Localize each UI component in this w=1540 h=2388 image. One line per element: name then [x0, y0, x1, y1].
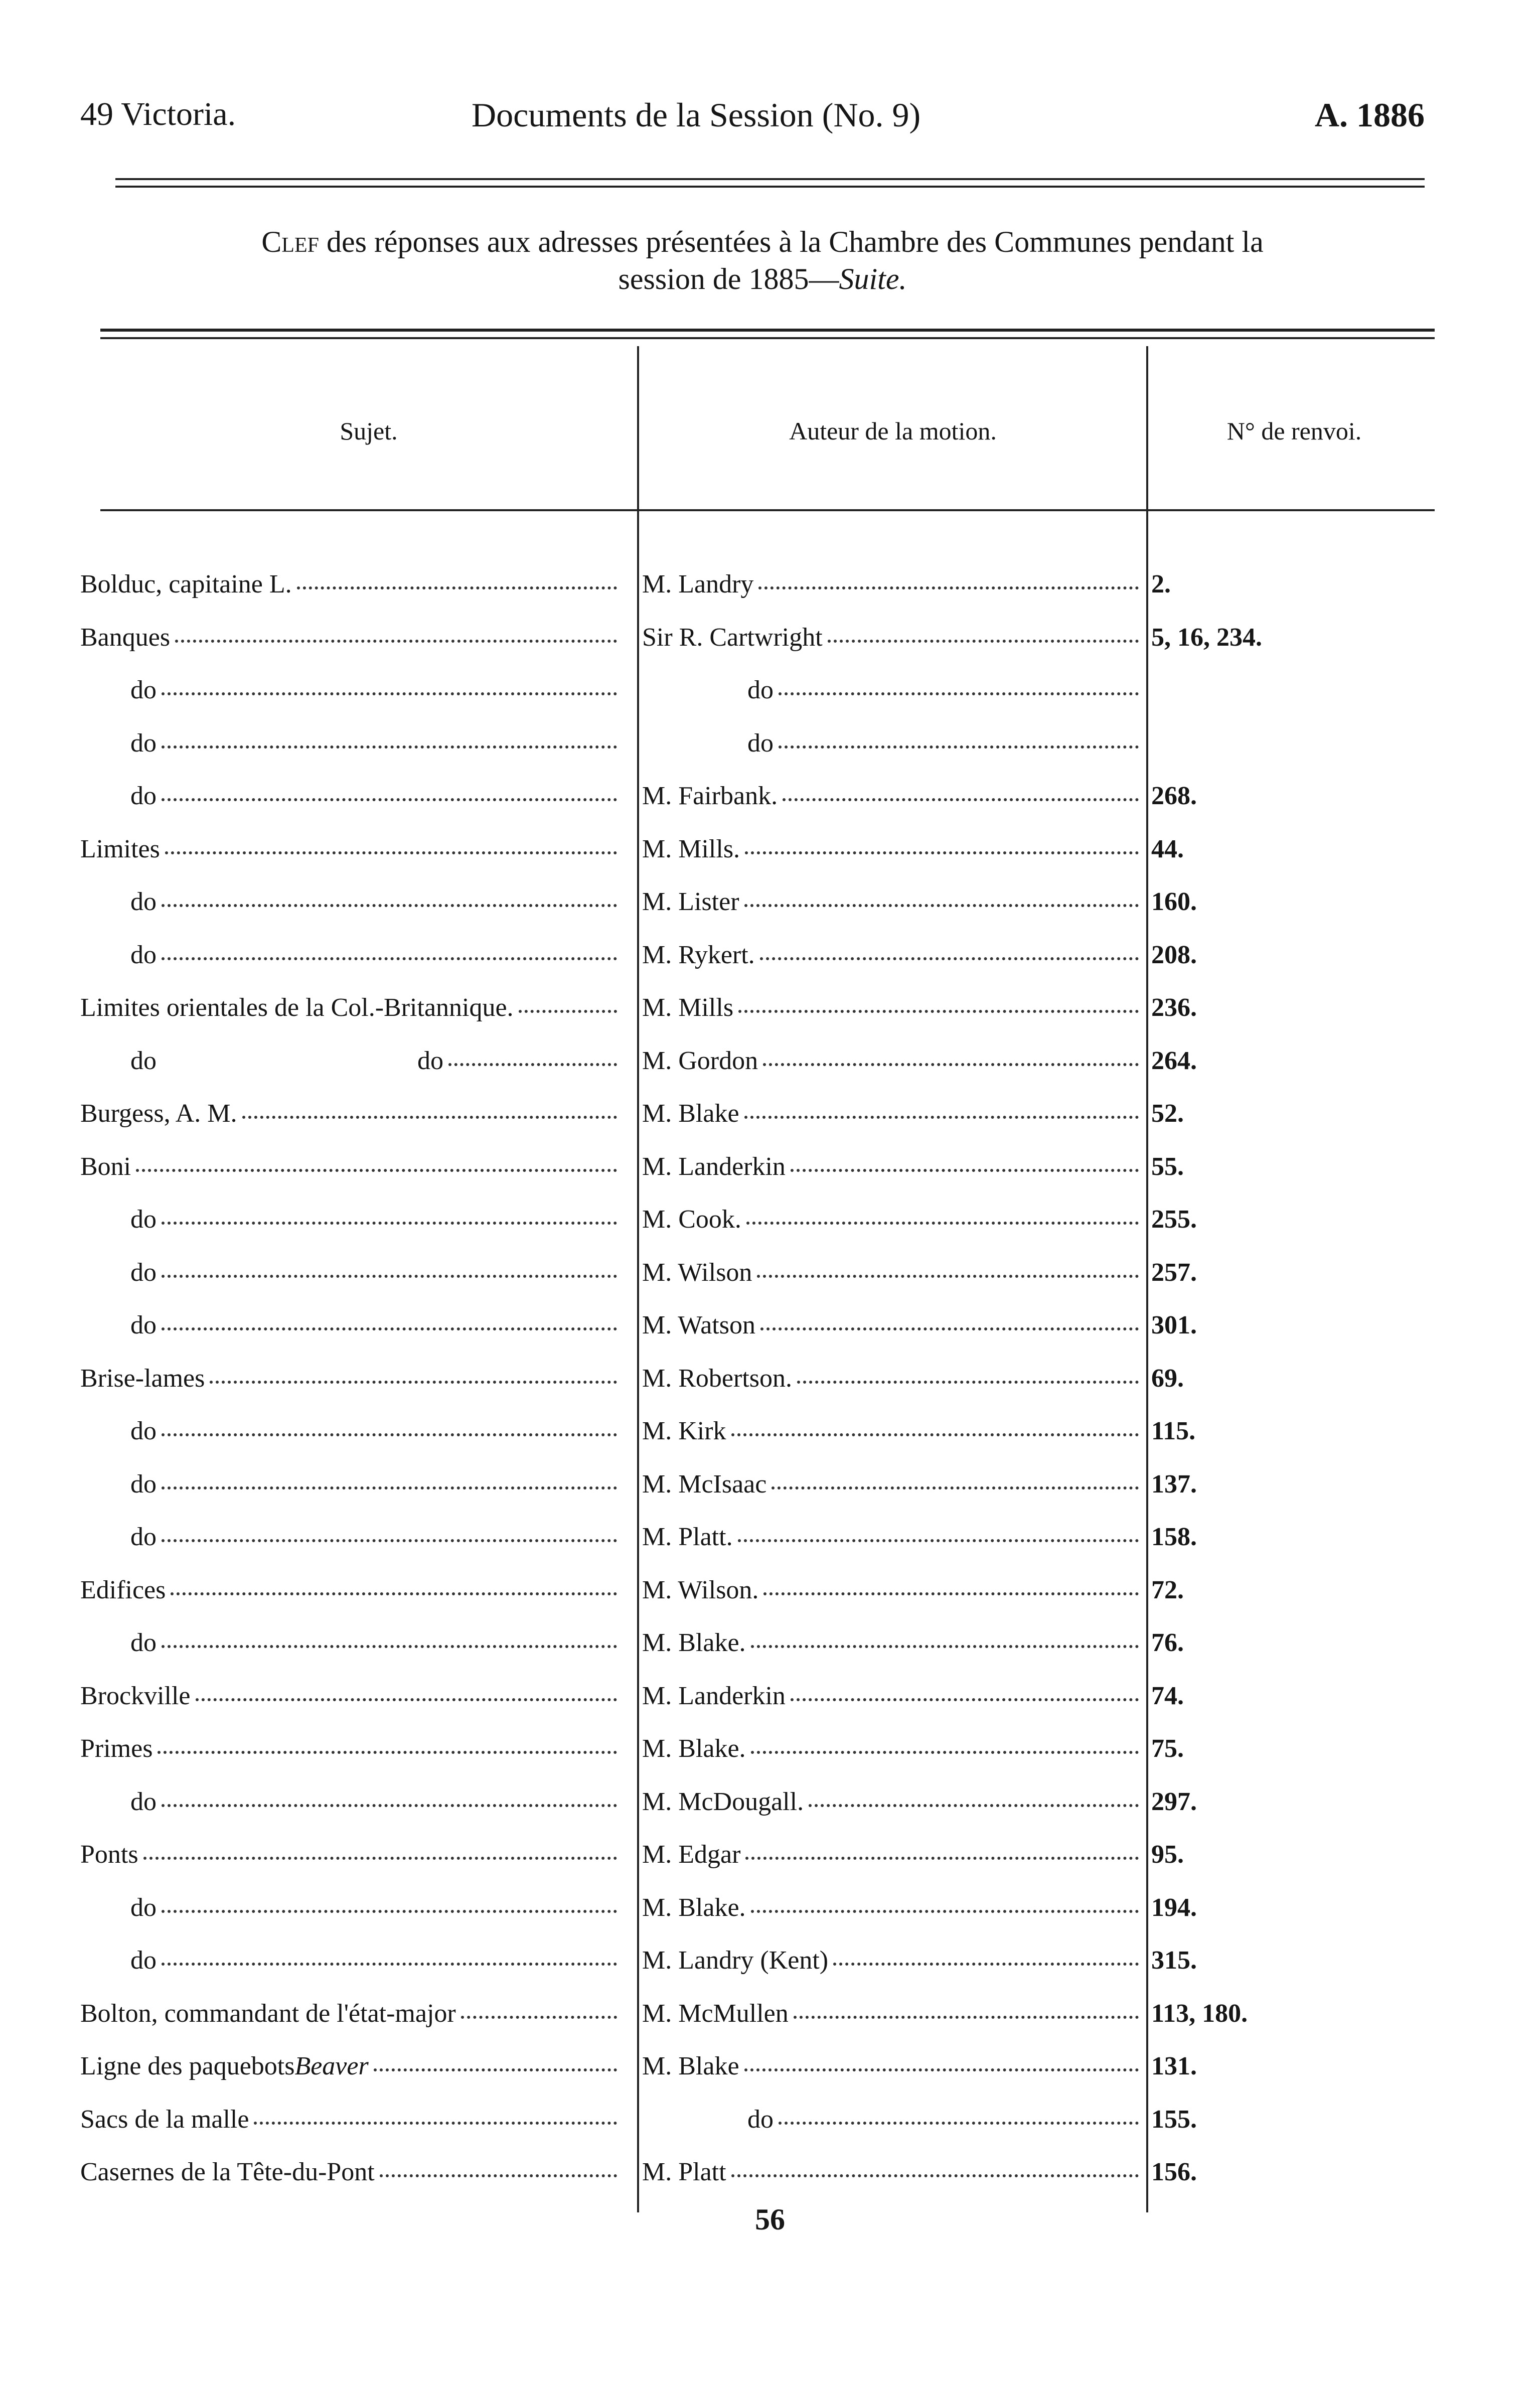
auteur-text: do [747, 2105, 774, 2134]
sujet-text: do [130, 1787, 157, 1816]
cell-renvoi [1151, 1469, 1352, 1510]
cell-sujet [80, 1522, 622, 1562]
table-row [0, 2157, 1540, 2207]
sujet-text: Bolton, commandant de l'état-major [80, 1999, 456, 2028]
cell-renvoi [1151, 1099, 1352, 1139]
leader-dots [162, 904, 617, 907]
cell-sujet [80, 728, 622, 769]
table-row [0, 1469, 1540, 1520]
cell-auteur [642, 1469, 1144, 1510]
renvoi-text: 315. [1151, 1946, 1197, 1975]
leader-dots [519, 1010, 617, 1013]
cell-auteur [642, 675, 1144, 715]
cell-auteur [642, 1152, 1144, 1192]
leader-dots [165, 851, 617, 854]
leader-dots [738, 1010, 1139, 1013]
leader-dots [744, 2068, 1139, 2071]
auteur-text: M. Gordon [642, 1047, 758, 1075]
cell-renvoi [1151, 940, 1352, 980]
table-row [0, 993, 1540, 1043]
leader-dots [162, 1963, 617, 1966]
cell-auteur [642, 1893, 1144, 1933]
auteur-text: M. Fairbank. [642, 782, 778, 810]
leader-dots [751, 1751, 1139, 1754]
header-rule-top [115, 178, 1425, 180]
renvoi-text: 158. [1151, 1523, 1197, 1551]
cell-sujet [80, 1575, 622, 1615]
leader-dots [162, 1275, 617, 1278]
renvoi-text: 113, 180. [1151, 1999, 1248, 2028]
table-row [0, 1946, 1540, 1996]
column-header-auteur: Auteur de la motion. [789, 417, 997, 445]
auteur-text: M. Rykert. [642, 941, 755, 969]
auteur-text: M. Blake [642, 2052, 739, 2080]
renvoi-text: 5, 16, 234. [1151, 623, 1262, 652]
renvoi-text: 297. [1151, 1787, 1197, 1816]
cell-sujet [80, 2051, 622, 2092]
leader-dots [175, 640, 617, 643]
cell-auteur [642, 1364, 1144, 1404]
cell-auteur [642, 2105, 1144, 2145]
renvoi-text: 160. [1151, 887, 1197, 916]
table-row [0, 940, 1540, 990]
header-rule-bottom [115, 186, 1425, 188]
cell-sujet [80, 1205, 622, 1245]
cell-renvoi [1151, 1681, 1352, 1721]
sujet-text: do [130, 1946, 157, 1975]
cell-sujet [80, 1152, 622, 1192]
cell-renvoi [1151, 1946, 1352, 1986]
cell-auteur [642, 1787, 1144, 1827]
leader-dots [143, 1857, 617, 1860]
leader-dots [242, 1116, 617, 1119]
cell-auteur [642, 1205, 1144, 1245]
cell-auteur [642, 1258, 1144, 1298]
leader-dots [791, 1698, 1139, 1701]
leader-dots [136, 1169, 617, 1172]
leader-dots [772, 1486, 1139, 1489]
auteur-text: M. Landerkin [642, 1682, 786, 1710]
cell-sujet [80, 1681, 622, 1721]
auteur-text: M. Cook. [642, 1205, 741, 1234]
renvoi-text: 131. [1151, 2052, 1197, 2080]
auteur-text: M. McDougall. [642, 1787, 804, 1816]
cell-sujet [80, 1787, 622, 1827]
leader-dots [731, 2174, 1139, 2177]
leader-dots [162, 1539, 617, 1542]
cell-auteur [642, 2051, 1144, 2092]
cell-sujet [80, 1416, 622, 1456]
table-row [0, 834, 1540, 884]
auteur-text: M. Landry (Kent) [642, 1946, 829, 1975]
table-row [0, 2051, 1540, 2102]
renvoi-text: 69. [1151, 1364, 1184, 1393]
cell-sujet [80, 1999, 622, 2039]
sujet-text: do [130, 1470, 157, 1499]
cell-auteur [642, 1522, 1144, 1562]
renvoi-text: 115. [1151, 1417, 1196, 1445]
table-row [0, 1364, 1540, 1414]
auteur-text: M. McIsaac [642, 1470, 767, 1499]
auteur-text: M. Platt. [642, 1523, 733, 1551]
leader-dots [461, 2016, 617, 2019]
cell-renvoi [1151, 728, 1352, 769]
cell-renvoi [1151, 623, 1352, 663]
renvoi-text: 74. [1151, 1682, 1184, 1710]
cell-sujet [80, 1946, 622, 1986]
leader-dots [779, 2122, 1139, 2125]
renvoi-text: 95. [1151, 1840, 1184, 1869]
regnal-year: 49 Victoria. [80, 96, 236, 132]
renvoi-text: 156. [1151, 2158, 1197, 2186]
sujet-text: do [130, 941, 157, 969]
renvoi-text: 208. [1151, 941, 1197, 969]
caption-line-2 [85, 260, 1440, 297]
leader-dots [254, 2122, 617, 2125]
cell-auteur [642, 569, 1144, 610]
cell-renvoi [1151, 1575, 1352, 1615]
cell-renvoi [1151, 1787, 1352, 1827]
sujet-text: do [130, 782, 157, 810]
cell-sujet [80, 1628, 622, 1668]
cell-renvoi [1151, 1310, 1352, 1351]
table-row [0, 623, 1540, 673]
sujet-text: Ligne des paquebots [80, 2052, 295, 2080]
cell-sujet [80, 675, 622, 715]
leader-dots [162, 1910, 617, 1913]
cell-auteur [642, 1575, 1144, 1615]
cell-renvoi [1151, 1999, 1352, 2039]
renvoi-text: 76. [1151, 1628, 1184, 1657]
sujet-text: Limites [80, 835, 160, 863]
cell-renvoi [1151, 1416, 1352, 1456]
auteur-text: Sir R. Cartwright [642, 623, 823, 652]
cell-sujet [80, 993, 622, 1033]
renvoi-text: 268. [1151, 782, 1197, 810]
year-label: A. 1886 [1314, 96, 1425, 134]
cell-auteur [642, 1046, 1144, 1086]
document-title: Documents de la Session (No. 9) [472, 96, 921, 134]
cell-renvoi [1151, 1205, 1352, 1245]
cell-auteur [642, 887, 1144, 927]
table-row [0, 1416, 1540, 1466]
leader-dots [757, 1275, 1139, 1278]
cell-renvoi [1151, 2051, 1352, 2092]
cell-sujet [80, 1258, 622, 1298]
table-caption [85, 223, 1440, 297]
cell-auteur [642, 1946, 1144, 1986]
cell-renvoi [1151, 1522, 1352, 1562]
table-row [0, 728, 1540, 779]
sujet-text: Primes [80, 1734, 153, 1763]
leader-dots [162, 798, 617, 801]
sujet-text: do [130, 1523, 157, 1551]
leader-dots [162, 745, 617, 749]
table-row [0, 1628, 1540, 1678]
cell-auteur [642, 781, 1144, 821]
sujet-text: Limites orientales de la Col.-Britannique. [80, 993, 514, 1022]
column-header-renvoi: N° de renvoi. [1226, 417, 1362, 445]
renvoi-text: 194. [1151, 1893, 1197, 1922]
renvoi-text: 257. [1151, 1258, 1197, 1287]
cell-sujet [80, 1310, 622, 1351]
cell-renvoi [1151, 1364, 1352, 1404]
sujet-text: do [130, 1893, 157, 1922]
table-row [0, 1999, 1540, 2049]
auteur-text: M. Kirk [642, 1417, 726, 1445]
running-head [0, 95, 1540, 156]
auteur-text: M. Watson [642, 1311, 755, 1339]
leader-dots [779, 745, 1139, 749]
page-number: 56 [755, 2203, 785, 2236]
table-row [0, 1046, 1540, 1096]
auteur-text: M. Mills. [642, 835, 740, 863]
leader-dots [731, 1433, 1139, 1436]
leader-dots [760, 1327, 1139, 1330]
leader-dots [763, 1592, 1139, 1595]
header-row-rule [100, 509, 1435, 511]
cell-sujet [80, 2105, 622, 2145]
sujet-text: do [130, 1311, 157, 1339]
cell-renvoi [1151, 887, 1352, 927]
renvoi-text: 155. [1151, 2105, 1197, 2134]
leader-dots [833, 1963, 1139, 1966]
cell-renvoi [1151, 569, 1352, 610]
table-row [0, 569, 1540, 620]
cell-renvoi [1151, 675, 1352, 715]
sujet-text: do [130, 1417, 157, 1445]
column-header-sujet: Sujet. [340, 417, 398, 445]
table-row [0, 1681, 1540, 1731]
auteur-text: M. Landry [642, 570, 754, 599]
leader-dots [374, 2068, 617, 2071]
cell-sujet [80, 623, 622, 663]
table-row [0, 1310, 1540, 1361]
renvoi-text: 255. [1151, 1205, 1197, 1234]
cell-sujet [80, 2157, 622, 2197]
cell-renvoi [1151, 1893, 1352, 1933]
leader-dots [744, 1116, 1139, 1119]
leader-dots [162, 1222, 617, 1225]
table-row [0, 1258, 1540, 1308]
table-row [0, 781, 1540, 831]
leader-dots [745, 1857, 1139, 1860]
renvoi-text: 55. [1151, 1152, 1184, 1181]
cell-sujet [80, 1099, 622, 1139]
cell-auteur [642, 623, 1144, 663]
cell-auteur [642, 1628, 1144, 1668]
leader-dots [760, 957, 1139, 960]
leader-dots [162, 1433, 617, 1436]
auteur-text: do [747, 676, 774, 704]
cell-sujet [80, 1893, 622, 1933]
cell-renvoi [1151, 834, 1352, 874]
sujet-text: Burgess, A. M. [80, 1099, 237, 1128]
auteur-text: M. Mills [642, 993, 734, 1022]
auteur-text: M. Blake. [642, 1628, 746, 1657]
caption-line-1 [85, 223, 1440, 260]
sujet-ditto-text: do [417, 1047, 443, 1075]
cell-renvoi [1151, 1840, 1352, 1880]
cell-sujet [80, 887, 622, 927]
table-row [0, 1893, 1540, 1943]
cell-renvoi [1151, 2105, 1352, 2145]
leader-dots [162, 1486, 617, 1489]
caption-line-1-text: des réponses aux adresses présentées à la Chambre des Communes pendant la [319, 225, 1264, 258]
auteur-text: M. Lister [642, 887, 739, 916]
sujet-text: Bolduc, capitaine L. [80, 570, 292, 599]
renvoi-text: 52. [1151, 1099, 1184, 1128]
cell-auteur [642, 1681, 1144, 1721]
leader-dots [809, 1804, 1139, 1807]
sujet-text: do [130, 1047, 157, 1075]
renvoi-text: 72. [1151, 1576, 1184, 1604]
table-row [0, 2105, 1540, 2155]
sujet-text: do [130, 1205, 157, 1234]
table-row [0, 1734, 1540, 1784]
auteur-text: M. Edgar [642, 1840, 741, 1869]
leader-dots [448, 1063, 617, 1066]
sujet-text: Boni [80, 1152, 131, 1181]
leader-dots [745, 851, 1139, 854]
auteur-text: M. Blake [642, 1099, 739, 1128]
renvoi-text: 236. [1151, 993, 1197, 1022]
cell-auteur [642, 940, 1144, 980]
cell-renvoi [1151, 993, 1352, 1033]
sujet-text: do [130, 1258, 157, 1287]
auteur-text: do [747, 729, 774, 758]
renvoi-text: 44. [1151, 835, 1184, 863]
leader-dots [751, 1645, 1139, 1648]
auteur-text: M. Wilson. [642, 1576, 759, 1604]
table-row [0, 1099, 1540, 1149]
cell-renvoi [1151, 1628, 1352, 1668]
leader-dots [738, 1539, 1139, 1542]
leader-dots [779, 692, 1139, 695]
renvoi-text: 264. [1151, 1047, 1197, 1075]
sujet-text: Brise-lames [80, 1364, 205, 1393]
table-row [0, 1152, 1540, 1202]
table-row [0, 1522, 1540, 1572]
caption-line-2-text: session de 1885— [618, 262, 839, 295]
sujet-italic-text: Beaver [294, 2052, 369, 2080]
sujet-text: do [130, 729, 157, 758]
sujet-text: Brockville [80, 1682, 191, 1710]
renvoi-text: 2. [1151, 570, 1171, 599]
cell-renvoi [1151, 1152, 1352, 1192]
leader-dots [791, 1169, 1139, 1172]
cell-renvoi [1151, 1258, 1352, 1298]
renvoi-text: 301. [1151, 1311, 1197, 1339]
cell-auteur [642, 1416, 1144, 1456]
cell-sujet [80, 1734, 622, 1774]
cell-auteur [642, 1840, 1144, 1880]
cell-sujet [80, 940, 622, 980]
cell-auteur [642, 2157, 1144, 2197]
leader-dots [162, 1327, 617, 1330]
sujet-text: do [130, 676, 157, 704]
leader-dots [210, 1381, 617, 1384]
cell-auteur [642, 1734, 1144, 1774]
renvoi-text: 75. [1151, 1734, 1184, 1763]
auteur-text: M. McMullen [642, 1999, 789, 2028]
sujet-text: Sacs de la malle [80, 2105, 249, 2134]
sujet-text: do [130, 887, 157, 916]
cell-auteur [642, 1999, 1144, 2039]
cell-sujet [80, 1840, 622, 1880]
leader-dots [297, 586, 617, 589]
auteur-text: M. Platt [642, 2158, 726, 2186]
cell-renvoi [1151, 781, 1352, 821]
leader-dots [171, 1592, 617, 1595]
cell-sujet [80, 1469, 622, 1510]
sujet-text: do [130, 1628, 157, 1657]
leader-dots [751, 1910, 1139, 1913]
leader-dots [162, 1645, 617, 1648]
leader-dots [758, 586, 1139, 589]
leader-dots [763, 1063, 1139, 1066]
leader-dots [380, 2174, 617, 2177]
sujet-text: Casernes de la Tête-du-Pont [80, 2158, 375, 2186]
table-rule-top-2 [100, 337, 1435, 339]
auteur-text: M. Blake. [642, 1893, 746, 1922]
cell-renvoi [1151, 1046, 1352, 1086]
cell-sujet [80, 1046, 622, 1086]
leader-dots [794, 2016, 1139, 2019]
leader-dots [783, 798, 1139, 801]
auteur-text: M. Robertson. [642, 1364, 792, 1393]
leader-dots [746, 1222, 1139, 1225]
leader-dots [162, 1804, 617, 1807]
table-row [0, 1840, 1540, 1890]
cell-sujet [80, 569, 622, 610]
auteur-text: M. Blake. [642, 1734, 746, 1763]
sujet-text: Edifices [80, 1576, 166, 1604]
cell-auteur [642, 728, 1144, 769]
cell-sujet [80, 1364, 622, 1404]
table-row [0, 675, 1540, 725]
leader-dots [196, 1698, 617, 1701]
leader-dots [828, 640, 1139, 643]
table-row [0, 1575, 1540, 1625]
cell-sujet [80, 834, 622, 874]
table-row [0, 887, 1540, 937]
cell-auteur [642, 993, 1144, 1033]
caption-lead: Clef [261, 225, 319, 258]
cell-auteur [642, 1310, 1144, 1351]
cell-sujet [80, 781, 622, 821]
auteur-text: M. Wilson [642, 1258, 752, 1287]
leader-dots [162, 957, 617, 960]
table-row [0, 1205, 1540, 1255]
leader-dots [162, 692, 617, 695]
table-row [0, 1787, 1540, 1837]
renvoi-text: 137. [1151, 1470, 1197, 1499]
leader-dots [744, 904, 1139, 907]
cell-auteur [642, 834, 1144, 874]
leader-dots [158, 1751, 617, 1754]
caption-suite: Suite. [839, 262, 907, 295]
auteur-text: M. Landerkin [642, 1152, 786, 1181]
sujet-text: Ponts [80, 1840, 138, 1869]
cell-auteur [642, 1099, 1144, 1139]
cell-renvoi [1151, 2157, 1352, 2197]
table-rule-top [100, 329, 1435, 332]
leader-dots [797, 1381, 1139, 1384]
sujet-text: Banques [80, 623, 171, 652]
cell-renvoi [1151, 1734, 1352, 1774]
